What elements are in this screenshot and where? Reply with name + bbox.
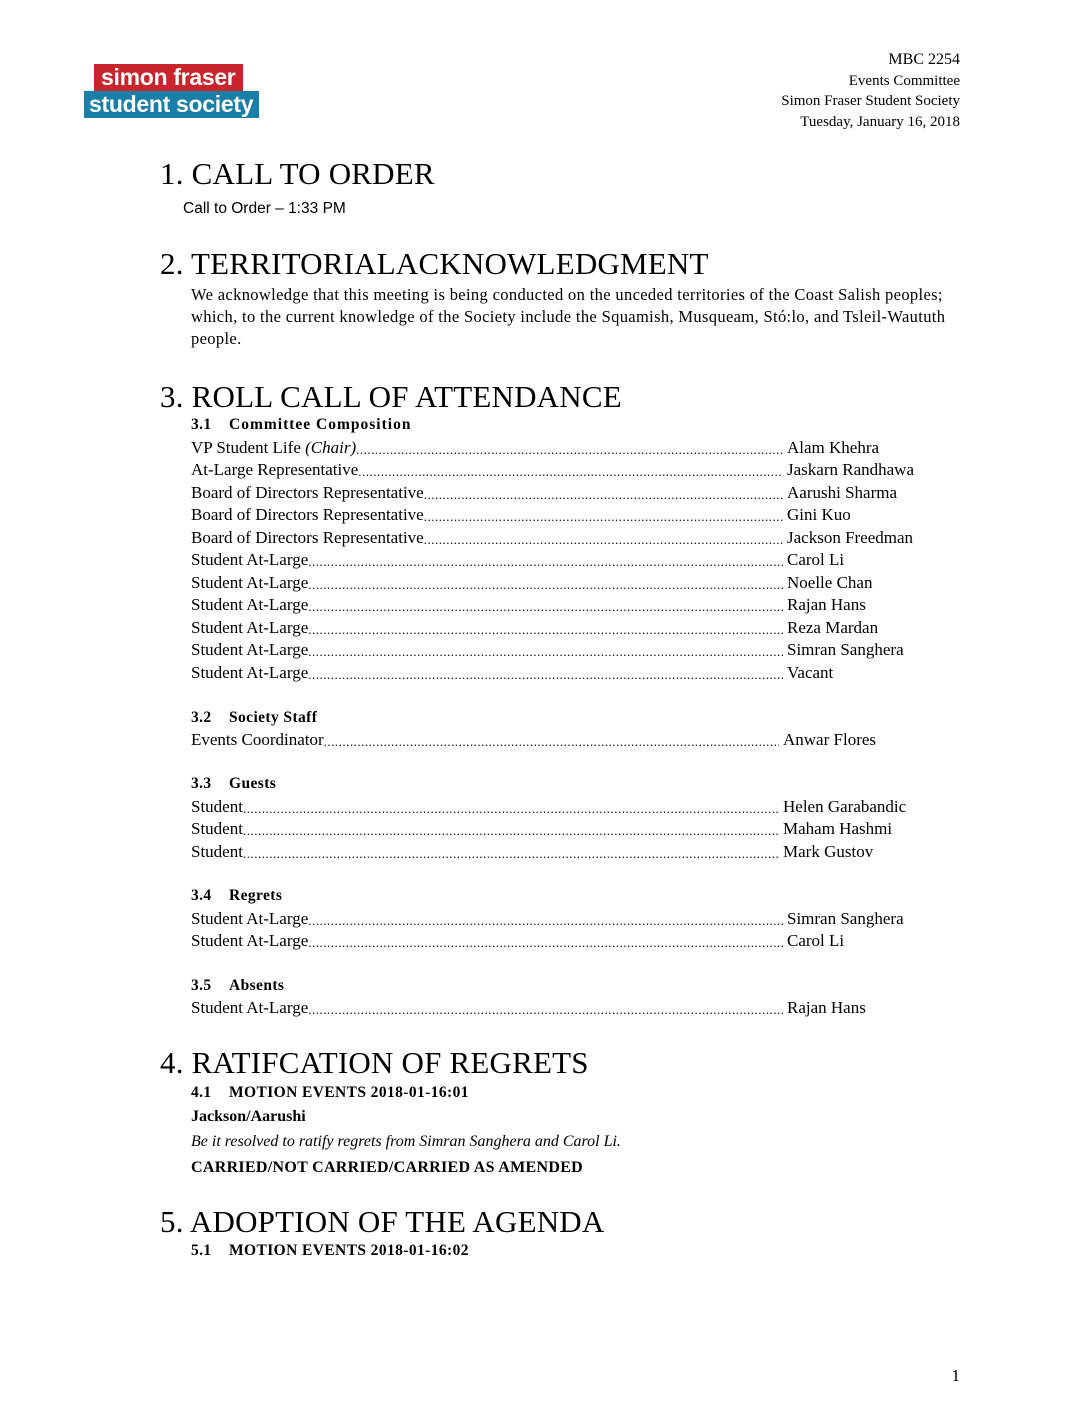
role-label: Student At-Large (191, 663, 309, 682)
motion-number: 4.1 (191, 1084, 212, 1101)
role-label: Student At-Large (191, 909, 309, 928)
leader-dots (308, 553, 783, 571)
role-label: Student At-Large (191, 640, 309, 659)
subsection-number: 3.4 (191, 887, 212, 904)
leader-dots (356, 441, 783, 459)
attendance-row (191, 662, 935, 684)
leader-dots (324, 733, 779, 751)
role-label: Student At-Large (191, 931, 309, 950)
subsection-3-2 (191, 708, 317, 728)
leader-dots (243, 845, 779, 863)
motion-label: MOTION EVENTS 2018-01-16:01 (229, 1084, 469, 1101)
document-header (781, 50, 960, 132)
motion-movers: Jackson/Aarushi (191, 1108, 306, 1125)
leader-dots (308, 934, 783, 952)
leader-dots (308, 643, 783, 661)
subsection-label: Committee Composition (229, 416, 412, 433)
leader-dots (308, 666, 783, 684)
member-name: Simran Sanghera (787, 640, 904, 659)
leader-dots (308, 912, 783, 930)
logo-line-1: simon fraser (94, 64, 243, 91)
role-label: Student (191, 842, 243, 861)
role-label: Board of Directors Representative (191, 483, 424, 502)
subsection-number: 3.3 (191, 775, 212, 792)
section-5-title: 5. ADOPTION OF THE AGENDA (160, 1204, 605, 1239)
role-label: At-Large Representative (191, 460, 359, 479)
motion-status: CARRIED/NOT CARRIED/CARRIED AS AMENDED (191, 1159, 584, 1176)
leader-dots (424, 486, 783, 504)
role-label: VP Student Life (Chair) (191, 438, 357, 457)
member-name: Jackson Freedman (787, 528, 914, 547)
attendance-row (191, 572, 935, 594)
society-logo (84, 64, 264, 118)
member-name: Vacant (787, 663, 834, 682)
attendance-row (191, 997, 935, 1019)
motion-resolution: Be it resolved to ratify regrets from Simran Sanghera and Carol Li. (191, 1133, 621, 1150)
meeting-date: Tuesday, January 16, 2018 (800, 113, 960, 130)
page-number: 1 (951, 1366, 960, 1385)
leader-dots (424, 508, 783, 526)
attendance-row (191, 796, 935, 818)
member-name: Rajan Hans (787, 595, 866, 614)
member-name: Jaskarn Randhawa (787, 460, 914, 479)
member-name: Carol Li (787, 550, 845, 569)
section-1-title: 1. CALL TO ORDER (160, 156, 435, 191)
attendance-row (191, 908, 935, 930)
role-label: Student At-Large (191, 618, 309, 637)
member-name: Helen Garabandic (783, 797, 907, 816)
motion-label: MOTION EVENTS 2018-01-16:02 (229, 1242, 469, 1259)
attendance-row (191, 617, 935, 639)
member-name: Mark Gustov (783, 842, 874, 861)
section-4-title: 4. RATIFCATION OF REGRETS (160, 1045, 589, 1080)
attendance-row (191, 437, 935, 459)
subsection-3-1 (191, 415, 411, 435)
territorial-acknowledgment-text: We acknowledge that this meeting is being conducted on the unceded territories of the Coast Salish peoples; which, to the current knowledge of the Society include the Squamish, Musqueam, Stó:lo, and Tsleil-Waututh people. (191, 285, 946, 348)
member-name: Gini Kuo (787, 505, 851, 524)
attendance-row (191, 482, 935, 504)
society-name: Simon Fraser Student Society (781, 93, 960, 109)
role-label: Student At-Large (191, 550, 309, 569)
attendance-row (191, 729, 935, 751)
attendance-row (191, 841, 935, 863)
member-name: Anwar Flores (783, 730, 877, 749)
subsection-label: Absents (229, 977, 285, 994)
leader-dots (358, 463, 783, 481)
member-name: Noelle Chan (787, 573, 873, 592)
leader-dots (308, 598, 783, 616)
attendance-row (191, 459, 935, 481)
subsection-label: Society Staff (229, 709, 318, 726)
leader-dots (243, 800, 779, 818)
attendance-row (191, 818, 935, 840)
attendance-row (191, 594, 935, 616)
role-label: Student At-Large (191, 998, 309, 1017)
call-to-order-text: Call to Order – 1:33 PM (183, 200, 346, 217)
leader-dots (243, 822, 779, 840)
motion-heading (191, 1241, 469, 1261)
subsection-3-4 (191, 886, 282, 906)
subsection-label: Guests (229, 775, 277, 792)
role-label: Board of Directors Representative (191, 528, 424, 547)
member-name: Alam Khehra (787, 438, 880, 457)
member-name: Rajan Hans (787, 998, 866, 1017)
member-name: Aarushi Sharma (787, 483, 898, 502)
meeting-code: MBC 2254 (888, 51, 960, 68)
leader-dots (308, 1001, 783, 1019)
section-2-title: 2. TERRITORIALACKNOWLEDGMENT (160, 246, 709, 281)
leader-dots (308, 576, 783, 594)
subsection-number: 3.1 (191, 416, 212, 433)
section-3-title: 3. ROLL CALL OF ATTENDANCE (160, 379, 622, 414)
attendance-row (191, 930, 935, 952)
role-label: Board of Directors Representative (191, 505, 424, 524)
subsection-number: 3.5 (191, 977, 212, 994)
role-label: Student (191, 797, 243, 816)
attendance-row (191, 549, 935, 571)
attendance-row (191, 504, 935, 526)
member-name: Reza Mardan (787, 618, 879, 637)
role-label: Student At-Large (191, 573, 309, 592)
attendance-row (191, 639, 935, 661)
role-label: Student At-Large (191, 595, 309, 614)
attendance-row (191, 527, 935, 549)
leader-dots (424, 531, 783, 549)
subsection-number: 3.2 (191, 709, 212, 726)
subsection-3-3 (191, 774, 276, 794)
role-label: Student (191, 819, 243, 838)
motion-heading (191, 1083, 469, 1103)
logo-line-2: student society (84, 91, 259, 118)
leader-dots (308, 621, 783, 639)
subsection-3-5 (191, 976, 284, 996)
member-name: Carol Li (787, 931, 845, 950)
motion-number: 5.1 (191, 1242, 212, 1259)
committee-name: Events Committee (848, 72, 960, 89)
member-name: Maham Hashmi (783, 819, 893, 838)
subsection-label: Regrets (229, 887, 283, 904)
member-name: Simran Sanghera (787, 909, 904, 928)
role-label: Events Coordinator (191, 730, 324, 749)
